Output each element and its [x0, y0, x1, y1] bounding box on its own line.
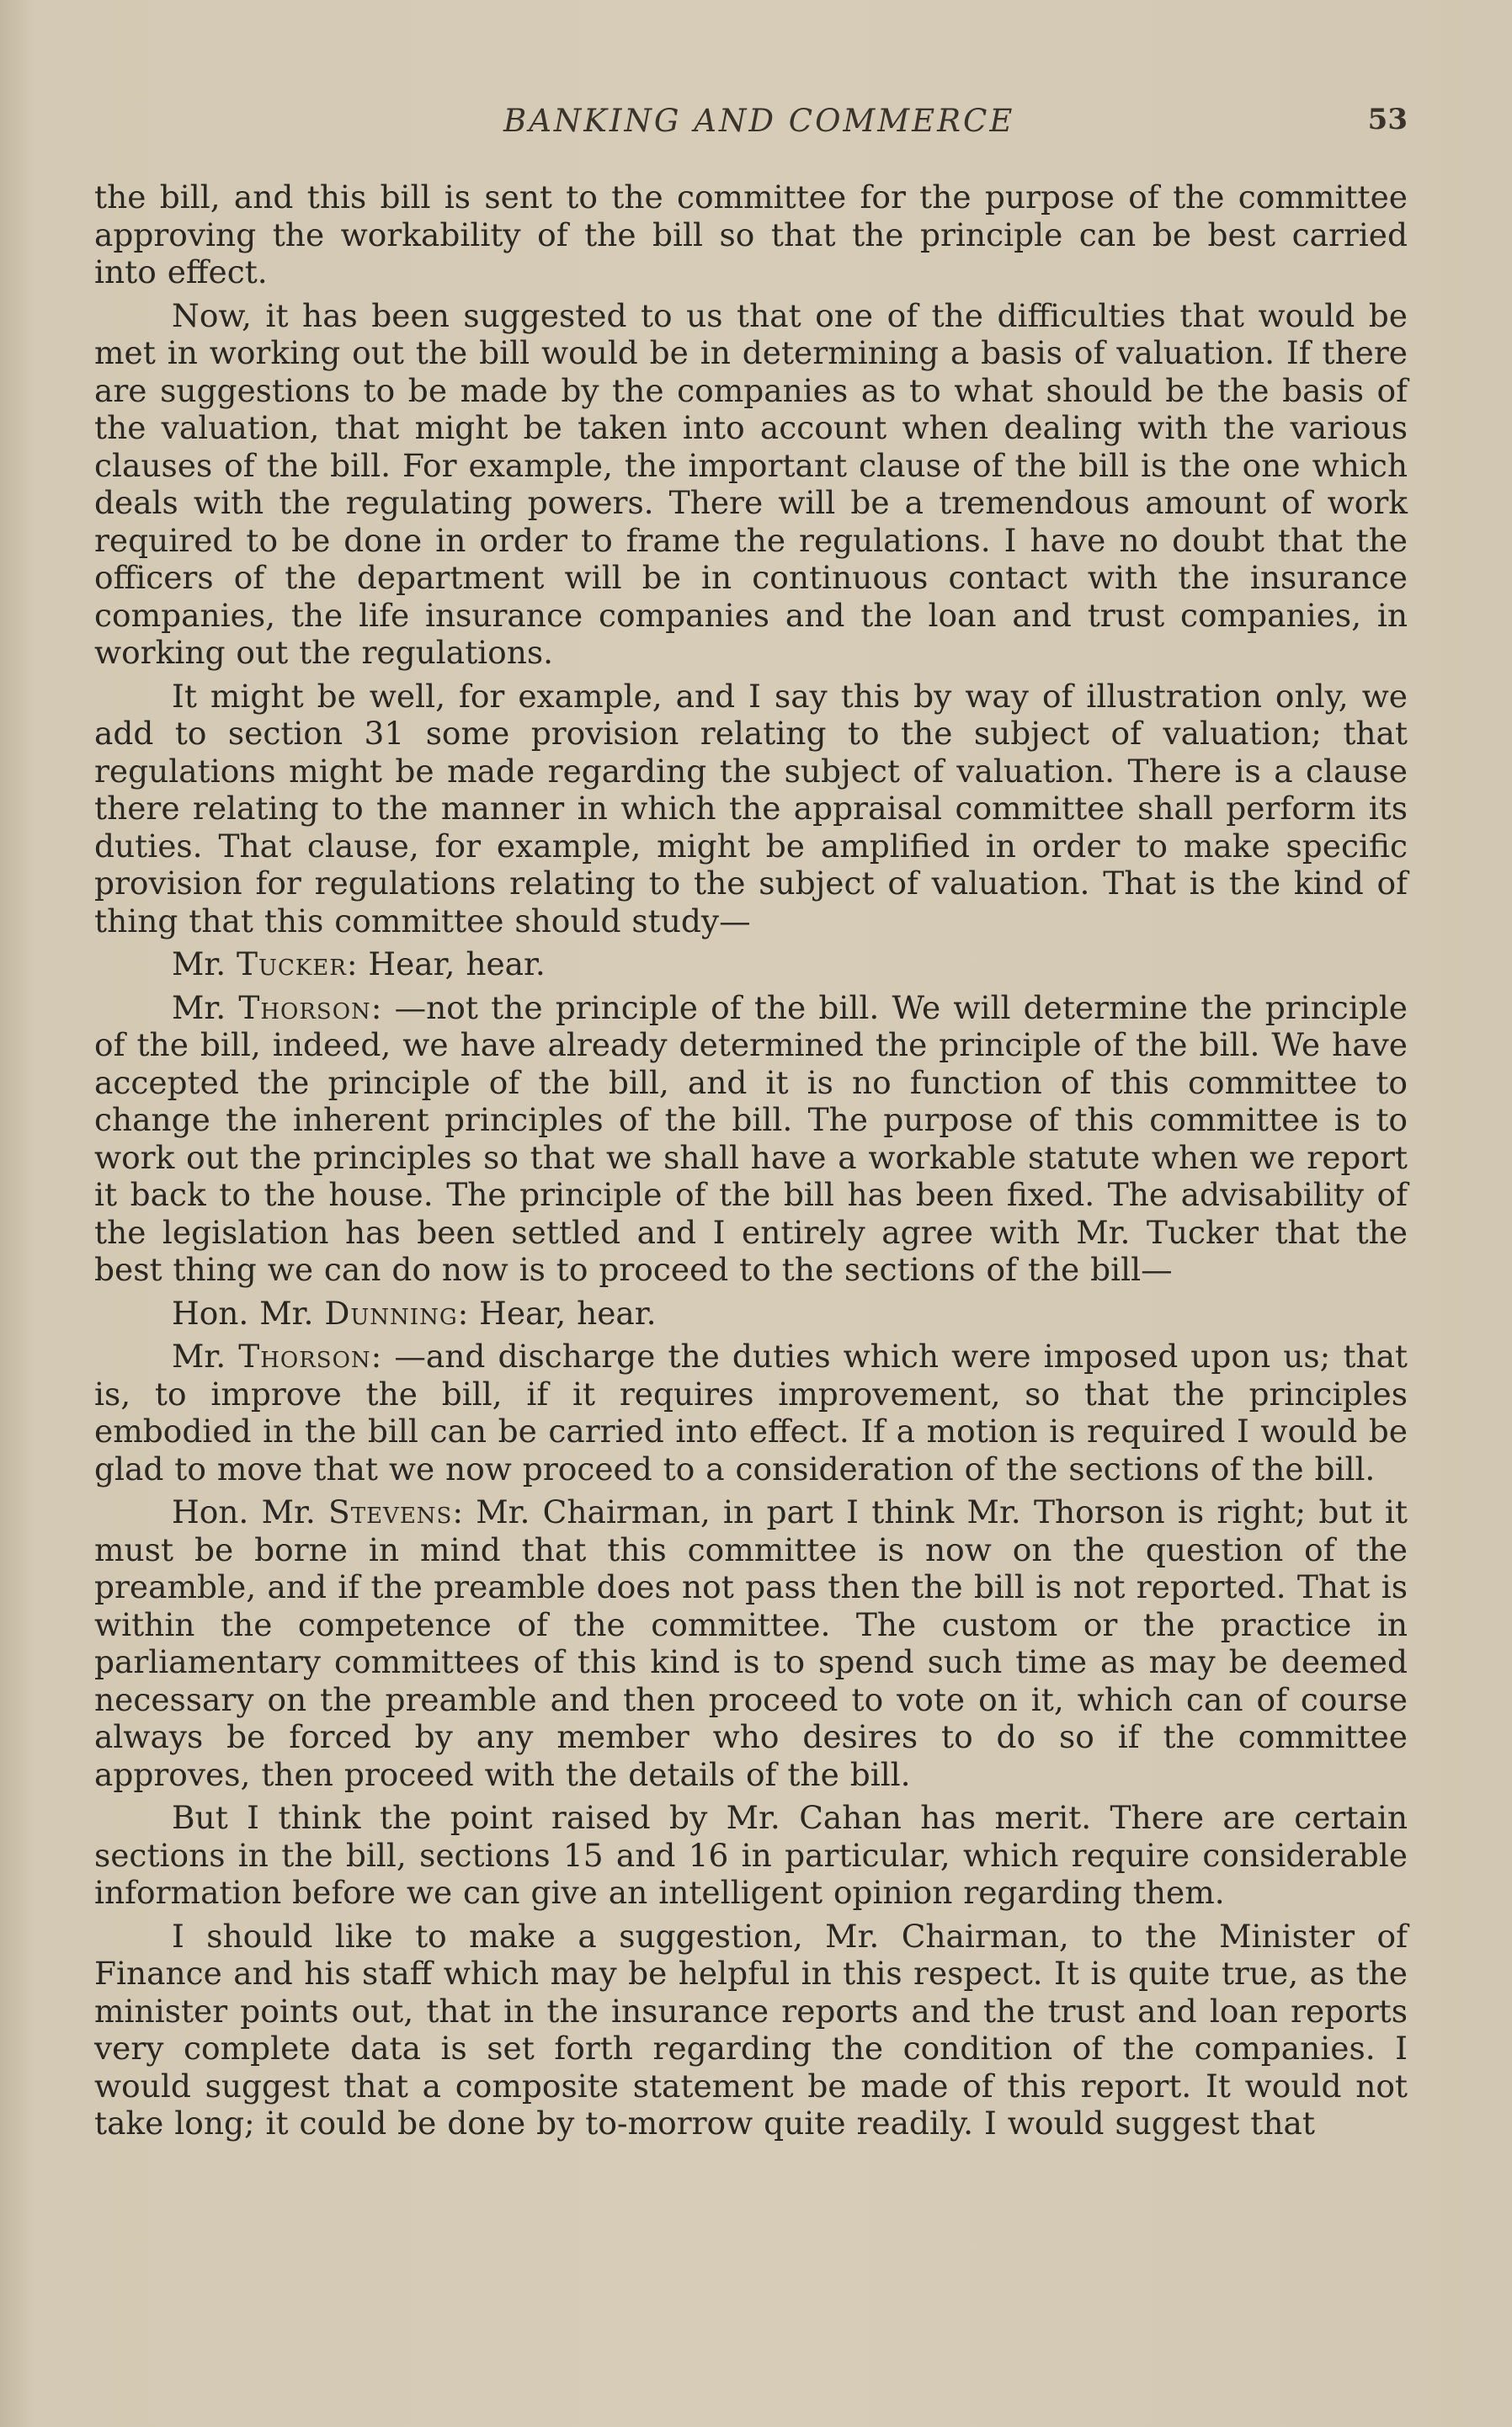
- running-title: BANKING AND COMMERCE: [503, 103, 1015, 139]
- speech-paragraph: [94, 989, 1408, 1289]
- speech-text: : —and discharge the duties which were imposed upon us; that is, to improve the bill, if it requires improvement, so that the principles embodied in the bill can be carried into effect. If a motion is required I would be glad to move that we now proceed to a consideration of the sections of the bill.: [94, 1338, 1408, 1488]
- speech-paragraph: [94, 945, 1408, 983]
- paragraph-continuation: [94, 178, 1408, 291]
- speech-paragraph: [94, 1493, 1408, 1793]
- speaker-prefix: Hon. Mr.: [172, 1294, 325, 1332]
- speaker-name: Tucker: [237, 945, 347, 982]
- running-header: [94, 99, 1408, 150]
- speech-paragraph: [94, 1338, 1408, 1488]
- speaker-name: Thorson: [238, 988, 371, 1026]
- speaker-name: Thorson: [238, 1338, 371, 1375]
- paragraph: [94, 678, 1408, 940]
- speaker-name: Stevens: [328, 1493, 453, 1530]
- speech-text: : Hear, hear.: [457, 1294, 657, 1332]
- speaker-name: Dunning: [324, 1294, 458, 1332]
- speaker-prefix: Mr.: [172, 988, 239, 1026]
- speech-text: : Mr. Chairman, in part I think Mr. Thorson is right; but it must be borne in mind that this committee is now on the question of the preamble, and if the preamble does not pass then the bill is not reported. That is within the competence of the committee. The custom or the practice in parliamentary committees of this kind is to spend such time as may be deemed necessary on the preamble and then proceed to vote on it, which can of course always be forced by any member who desires to do so if the committee approves, then proceed with the details of the bill.: [94, 1493, 1408, 1793]
- paragraph-text: But I think the point raised by Mr. Cahan has merit. There are certain sections in the bill, sections 15 and 16 in particular, which require considerable information before we can give an intelligent opinion regarding them.: [94, 1799, 1408, 1911]
- paragraph-text: Now, it has been suggested to us that one of the difficulties that would be met in working out the bill would be in determining a basis of valuation. If there are suggestions to be made by the companies as to what should be the basis of the valuation, that might be taken into account when dealing with the various clauses of the bill. For example, the important clause of the bill is the one which deals with the regulating powers. There will be a tremendous amount of work required to be done in order to frame the regulations. I have no doubt that the officers of the department will be in continuous contact with the insurance companies, the life insurance companies and the loan and trust companies, in working out the regulations.: [94, 296, 1408, 671]
- speech-text: : Hear, hear.: [346, 945, 546, 982]
- speech-text: : —not the principle of the bill. We will determine the principle of the bill, indeed, we have already determined the principle of the bill. We have accepted the principle of the bill, and it is no function of this committee to change the inherent principles of the bill. The purpose of this committee is to work out the principles so that we shall have a workable statute when we report it back to the house. The principle of the bill has been fixed. The advisability of the legislation has been settled and I entirely agree with Mr. Tucker that the best thing we can do now is to proceed to the sections of the bill—: [94, 988, 1408, 1288]
- speaker-prefix: Mr.: [172, 1338, 239, 1375]
- paragraph-text: It might be well, for example, and I say this by way of illustration only, we add to section 31 some provision relating to the subject of valuation; that regulations might be made regarding the subject of valuation. There is a clause there relating to the manner in which the appraisal committee shall perform its duties. That clause, for example, might be amplified in order to make specific provision for regulations relating to the subject of valuation. That is the kind of thing that this committee should study—: [94, 677, 1408, 939]
- paragraph: [94, 1918, 1408, 2142]
- body-text: [94, 178, 1408, 2148]
- paragraph: [94, 1799, 1408, 1912]
- paragraph-text: I should like to make a suggestion, Mr. Chairman, to the Minister of Finance and his staff which may be helpful in this respect. It is quite true, as the minister points out, that in the insurance reports and the trust and loan reports very complete data is set forth regarding the condition of the companies. I would suggest that a composite statement be made of this report. It would not take long; it could be done by to-morrow quite readily. I would suggest that: [94, 1917, 1408, 2142]
- speech-paragraph: [94, 1295, 1408, 1333]
- paragraph-text: the bill, and this bill is sent to the committee for the purpose of the committee approving the workability of the bill so that the principle can be best carried into effect.: [94, 178, 1408, 290]
- speaker-prefix: Hon. Mr.: [172, 1493, 329, 1530]
- paragraph: [94, 297, 1408, 672]
- page-number: 53: [1367, 103, 1408, 136]
- speaker-prefix: Mr.: [172, 945, 237, 982]
